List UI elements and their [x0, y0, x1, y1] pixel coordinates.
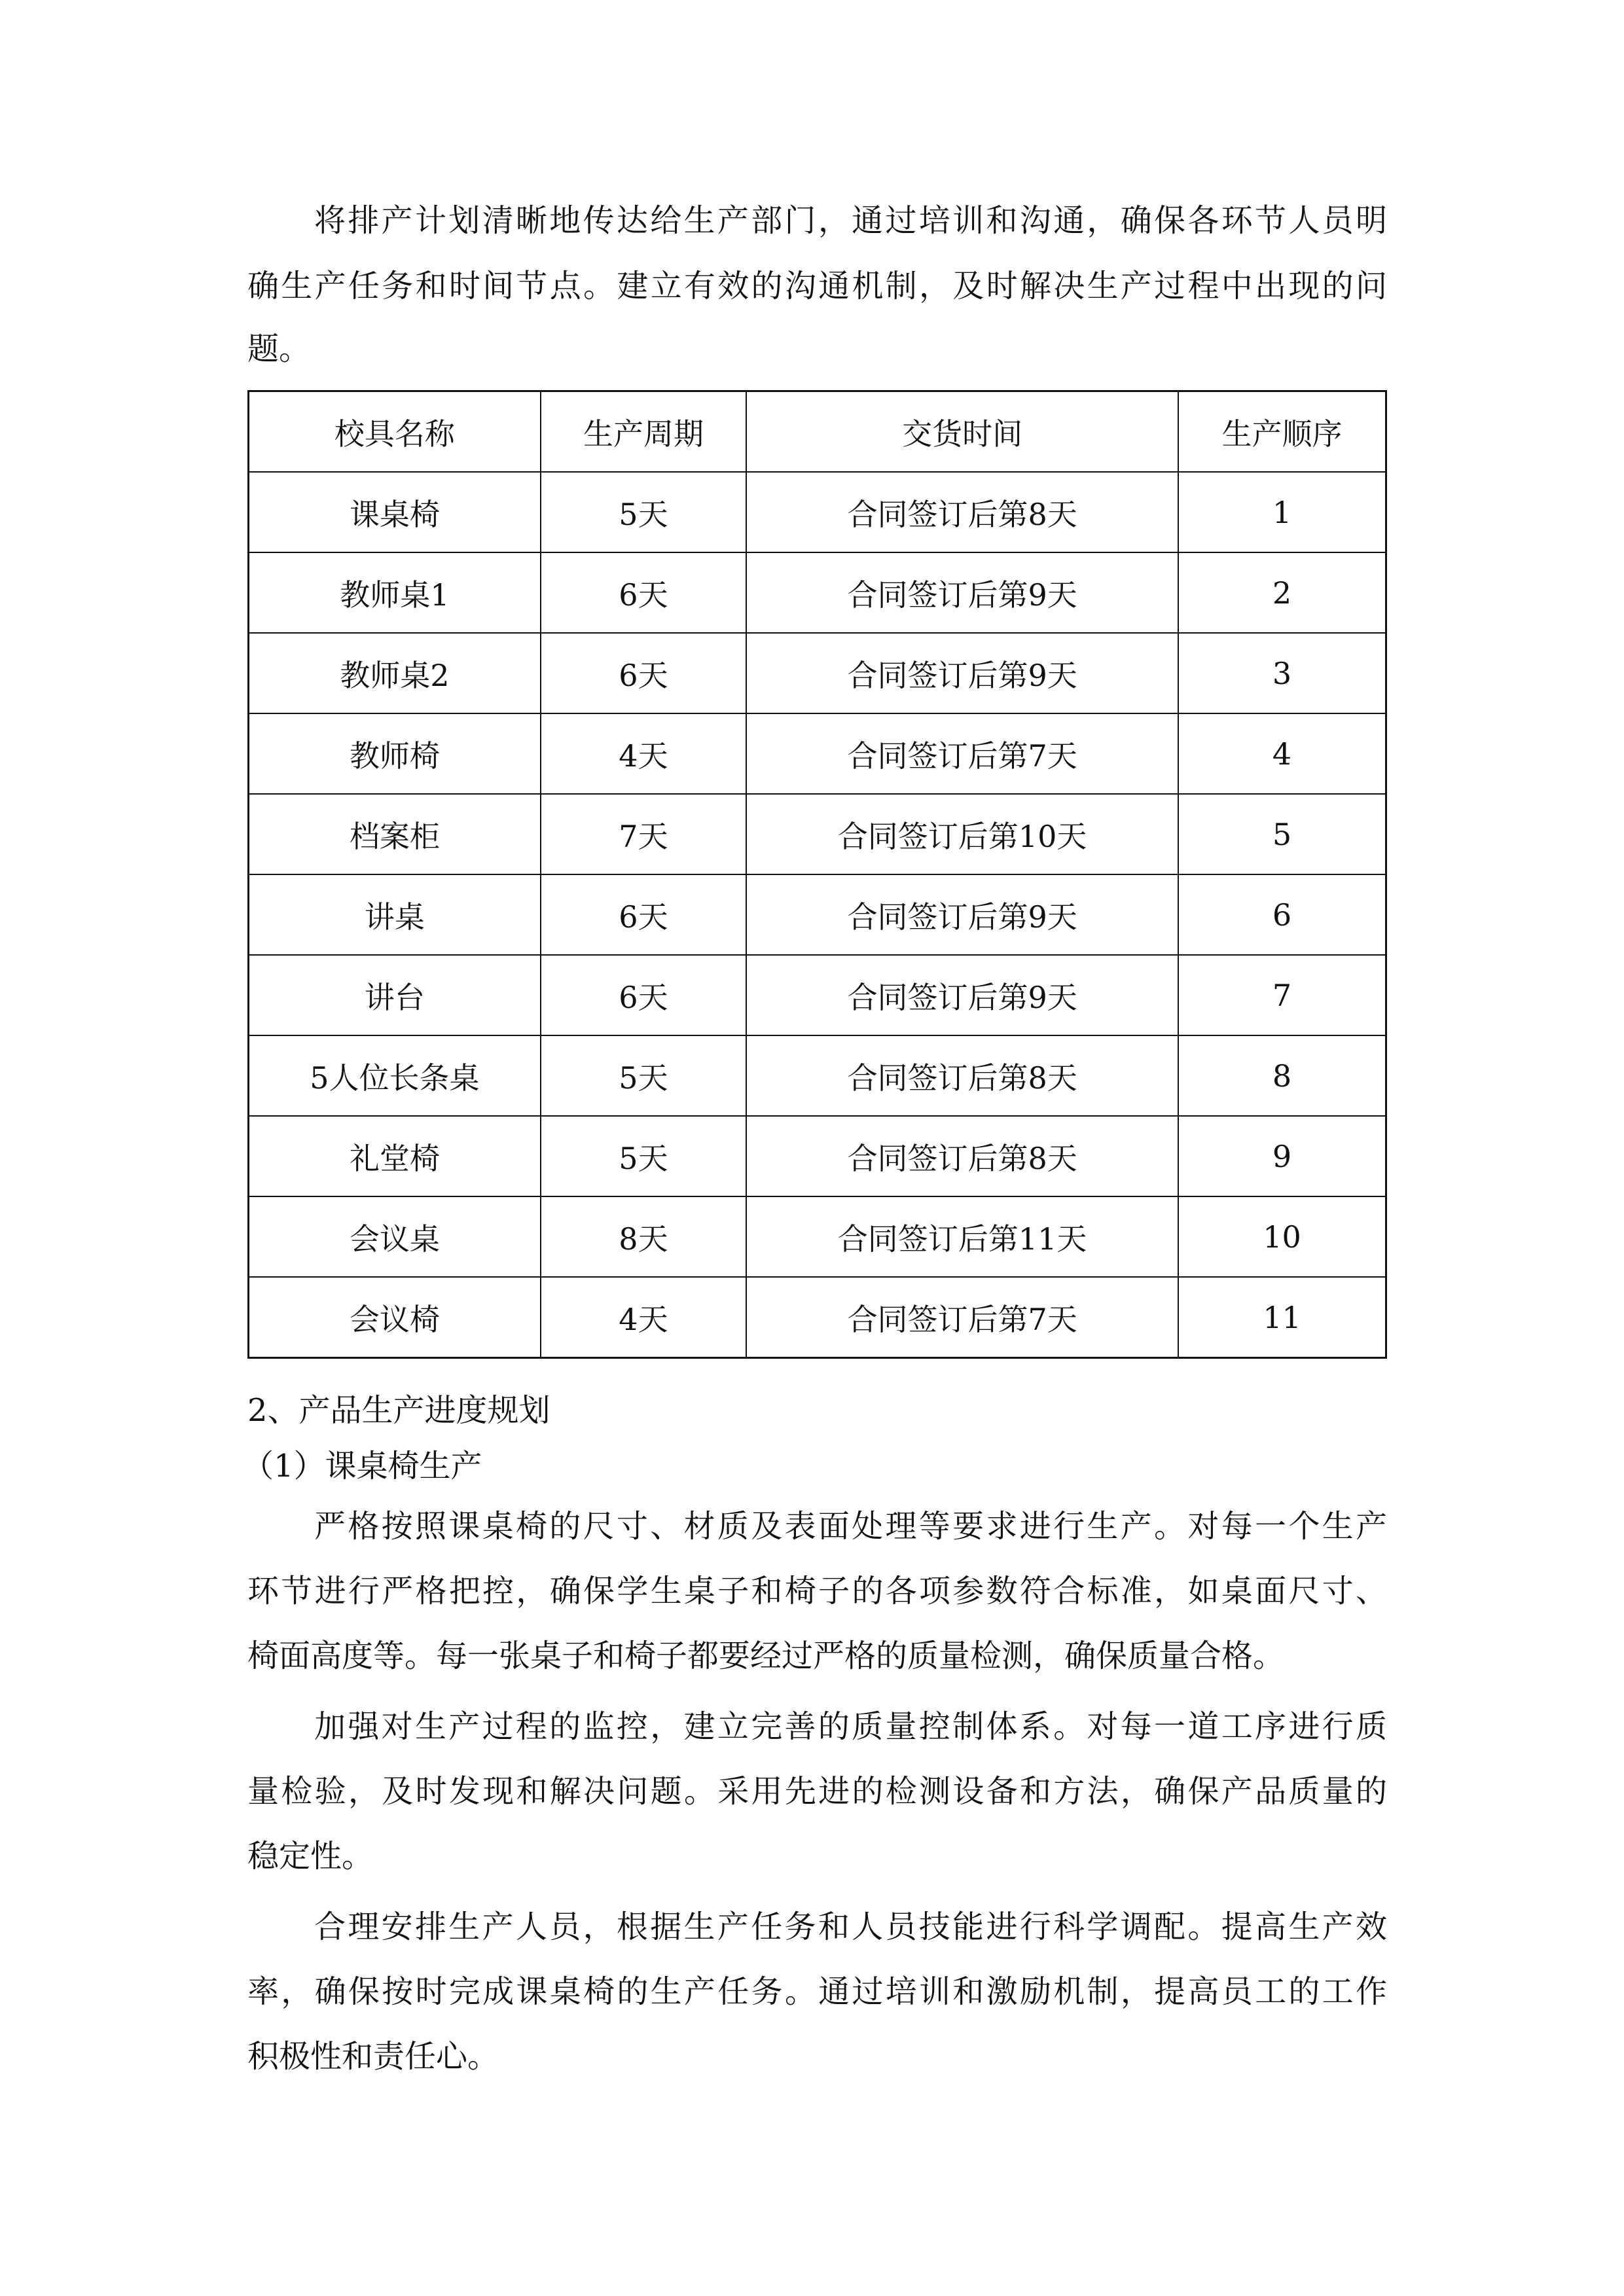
- cell-order: 3: [1178, 633, 1386, 713]
- cell-order: 1: [1178, 472, 1386, 552]
- cell-name: 教师桌1: [249, 552, 541, 633]
- header-cycle: 生产周期: [541, 391, 746, 473]
- text-line: 加强对生产过程的监控，建立完善的质量控制体系。对每一道工序进行质: [314, 1708, 1387, 1745]
- text-line: 题。: [247, 331, 311, 367]
- cell-delivery: 合同签订后第8天: [746, 1035, 1178, 1116]
- cell-cycle: 8天: [541, 1196, 746, 1277]
- cell-order: 11: [1178, 1277, 1386, 1358]
- table-row: [249, 713, 1386, 794]
- header-name: 校具名称: [249, 391, 541, 473]
- cell-cycle: 5天: [541, 1116, 746, 1196]
- production-schedule-table: [247, 390, 1387, 1359]
- cell-name: 礼堂椅: [249, 1116, 541, 1196]
- cell-delivery: 合同签订后第10天: [746, 794, 1178, 874]
- text-line: 将排产计划清晰地传达给生产部门，通过培训和沟通，确保各环节人员明: [314, 202, 1387, 239]
- cell-order: 6: [1178, 874, 1386, 955]
- table-row: [249, 1277, 1386, 1358]
- cell-delivery: 合同签订后第7天: [746, 713, 1178, 794]
- text-line: 量检验，及时发现和解决问题。采用先进的检测设备和方法，确保产品质量的: [247, 1773, 1387, 1810]
- table-row: [249, 472, 1386, 552]
- cell-delivery: 合同签订后第8天: [746, 472, 1178, 552]
- cell-order: 8: [1178, 1035, 1386, 1116]
- cell-order: 4: [1178, 713, 1386, 794]
- header-order: 生产顺序: [1178, 391, 1386, 473]
- table-row: [249, 1035, 1386, 1116]
- cell-order: 5: [1178, 794, 1386, 874]
- table-row: [249, 1196, 1386, 1277]
- table-row: [249, 1116, 1386, 1196]
- cell-cycle: 6天: [541, 874, 746, 955]
- cell-order: 9: [1178, 1116, 1386, 1196]
- text-line: 环节进行严格把控，确保学生桌子和椅子的各项参数符合标准，如桌面尺寸、: [247, 1573, 1387, 1609]
- text-line: 严格按照课桌椅的尺寸、材质及表面处理等要求进行生产。对每一个生产: [314, 1508, 1387, 1545]
- cell-order: 2: [1178, 552, 1386, 633]
- cell-cycle: 4天: [541, 1277, 746, 1358]
- cell-delivery: 合同签订后第7天: [746, 1277, 1178, 1358]
- cell-name: 讲桌: [249, 874, 541, 955]
- cell-cycle: 6天: [541, 955, 746, 1035]
- table-row: [249, 552, 1386, 633]
- cell-delivery: 合同签订后第8天: [746, 1116, 1178, 1196]
- cell-name: 讲台: [249, 955, 541, 1035]
- cell-name: 课桌椅: [249, 472, 541, 552]
- cell-order: 7: [1178, 955, 1386, 1035]
- cell-name: 会议桌: [249, 1196, 541, 1277]
- cell-name: 教师椅: [249, 713, 541, 794]
- cell-cycle: 5天: [541, 472, 746, 552]
- cell-delivery: 合同签订后第9天: [746, 633, 1178, 713]
- cell-name: 档案柜: [249, 794, 541, 874]
- cell-delivery: 合同签订后第9天: [746, 552, 1178, 633]
- cell-cycle: 7天: [541, 794, 746, 874]
- text-line: 稳定性。: [247, 1838, 374, 1874]
- table-row: [249, 633, 1386, 713]
- subsection-heading: （1）课桌椅生产: [242, 1448, 482, 1484]
- cell-cycle: 5天: [541, 1035, 746, 1116]
- cell-cycle: 4天: [541, 713, 746, 794]
- cell-delivery: 合同签订后第11天: [746, 1196, 1178, 1277]
- text-line: 椅面高度等。每一张桌子和椅子都要经过严格的质量检测，确保质量合格。: [247, 1638, 1285, 1674]
- text-line: 率，确保按时完成课桌椅的生产任务。通过培训和激励机制，提高员工的工作: [247, 1973, 1387, 2010]
- cell-delivery: 合同签订后第9天: [746, 874, 1178, 955]
- cell-order: 10: [1178, 1196, 1386, 1277]
- header-delivery: 交货时间: [746, 391, 1178, 473]
- text-line: 合理安排生产人员，根据生产任务和人员技能进行科学调配。提高生产效: [314, 1909, 1387, 1945]
- table-header-row: [249, 391, 1386, 473]
- table-row: [249, 874, 1386, 955]
- cell-delivery: 合同签订后第9天: [746, 955, 1178, 1035]
- table-row: [249, 955, 1386, 1035]
- cell-cycle: 6天: [541, 552, 746, 633]
- section-heading: 2、产品生产进度规划: [247, 1392, 550, 1429]
- cell-name: 5人位长条桌: [249, 1035, 541, 1116]
- text-line: 积极性和责任心。: [247, 2038, 499, 2075]
- text-line: 确生产任务和时间节点。建立有效的沟通机制，及时解决生产过程中出现的问: [247, 268, 1387, 304]
- cell-name: 教师桌2: [249, 633, 541, 713]
- cell-cycle: 6天: [541, 633, 746, 713]
- cell-name: 会议椅: [249, 1277, 541, 1358]
- table-row: [249, 794, 1386, 874]
